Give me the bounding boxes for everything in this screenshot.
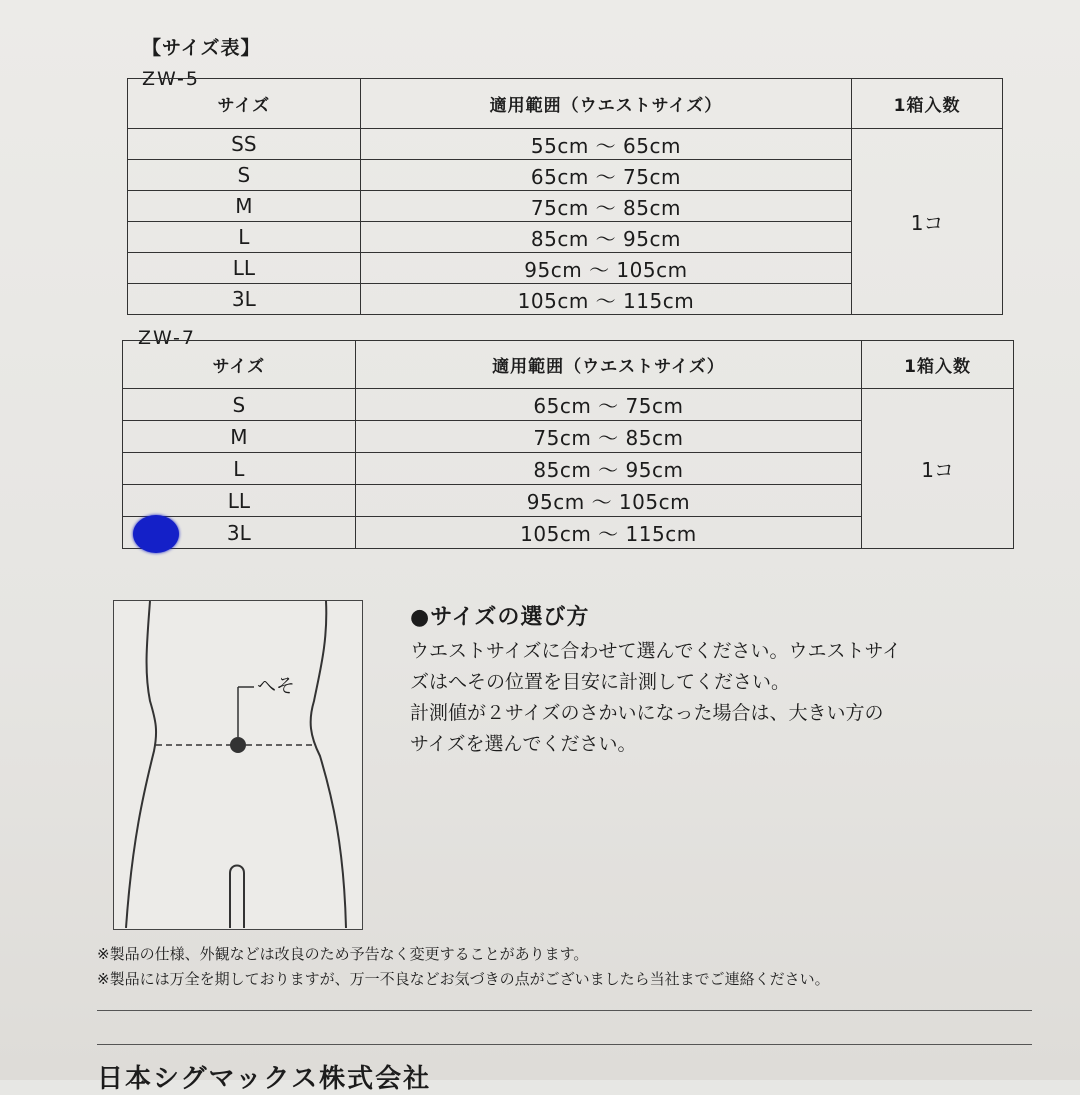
- navel-label: へそ: [257, 675, 296, 697]
- size-table-zw7: [122, 340, 1014, 549]
- header-range: 適用範囲（ウエストサイズ）: [355, 341, 861, 389]
- header-range: 適用範囲（ウエストサイズ）: [360, 79, 851, 129]
- header-qty: 1箱入数: [852, 79, 1003, 129]
- range-value: 95cm ～ 105cm: [360, 253, 851, 284]
- header-qty: 1箱入数: [862, 341, 1014, 389]
- guide-line: ウエストサイズに合わせて選んでください。ウエストサイ: [410, 640, 902, 662]
- size-value: M: [128, 191, 361, 222]
- guide-line: サイズを選んでください。: [410, 733, 637, 755]
- model-label-zw5: ZW-5: [142, 68, 200, 90]
- range-value: 75cm ～ 85cm: [360, 191, 851, 222]
- size-guide-text: [410, 636, 1010, 760]
- size-value: S: [123, 389, 356, 421]
- range-value: 65cm ～ 75cm: [360, 160, 851, 191]
- qty-value: 1コ: [852, 129, 1003, 315]
- range-value: 65cm ～ 75cm: [355, 389, 861, 421]
- company-name: 日本シグマックス株式会社: [97, 1064, 432, 1094]
- header-size: サイズ: [123, 341, 356, 389]
- size-table-zw5: [127, 78, 1003, 315]
- guide-line: ズはへその位置を目安に計測してください。: [410, 671, 791, 693]
- header-size: サイズ: [128, 79, 361, 129]
- range-value: 85cm ～ 95cm: [355, 453, 861, 485]
- size-value: 3L: [123, 517, 356, 549]
- note-spec-change: ※製品の仕様、外観などは改良のため予告なく変更することがあります。: [97, 945, 589, 963]
- table-row: [123, 389, 1014, 421]
- divider: [97, 1010, 1032, 1011]
- range-value: 75cm ～ 85cm: [355, 421, 861, 453]
- size-value: 3L: [128, 284, 361, 315]
- size-value: L: [128, 222, 361, 253]
- size-value: LL: [123, 485, 356, 517]
- size-chart-heading: 【サイズ表】: [142, 37, 261, 59]
- torso-outline-icon: [114, 601, 361, 928]
- waist-diagram: [113, 600, 363, 930]
- table-row: [128, 129, 1003, 160]
- guide-line: 計測値が２サイズのさかいになった場合は、大きい方の: [410, 702, 884, 724]
- range-value: 105cm ～ 115cm: [360, 284, 851, 315]
- size-value: M: [123, 421, 356, 453]
- note-defect-contact: ※製品には万全を期しておりますが、万一不良などお気づきの点がございましたら当社までご連絡ください。: [97, 970, 830, 988]
- size-guide-title: ●サイズの選び方: [410, 605, 590, 630]
- size-value: LL: [128, 253, 361, 284]
- range-value: 95cm ～ 105cm: [355, 485, 861, 517]
- range-value: 105cm ～ 115cm: [355, 517, 861, 549]
- range-value: 85cm ～ 95cm: [360, 222, 851, 253]
- size-value: S: [128, 160, 361, 191]
- size-value: SS: [128, 129, 361, 160]
- qty-value: 1コ: [862, 389, 1014, 549]
- range-value: 55cm ～ 65cm: [360, 129, 851, 160]
- size-value: L: [123, 453, 356, 485]
- divider: [97, 1044, 1032, 1045]
- blue-marker-dot: [133, 515, 179, 553]
- model-label-zw7: ZW-7: [138, 327, 196, 349]
